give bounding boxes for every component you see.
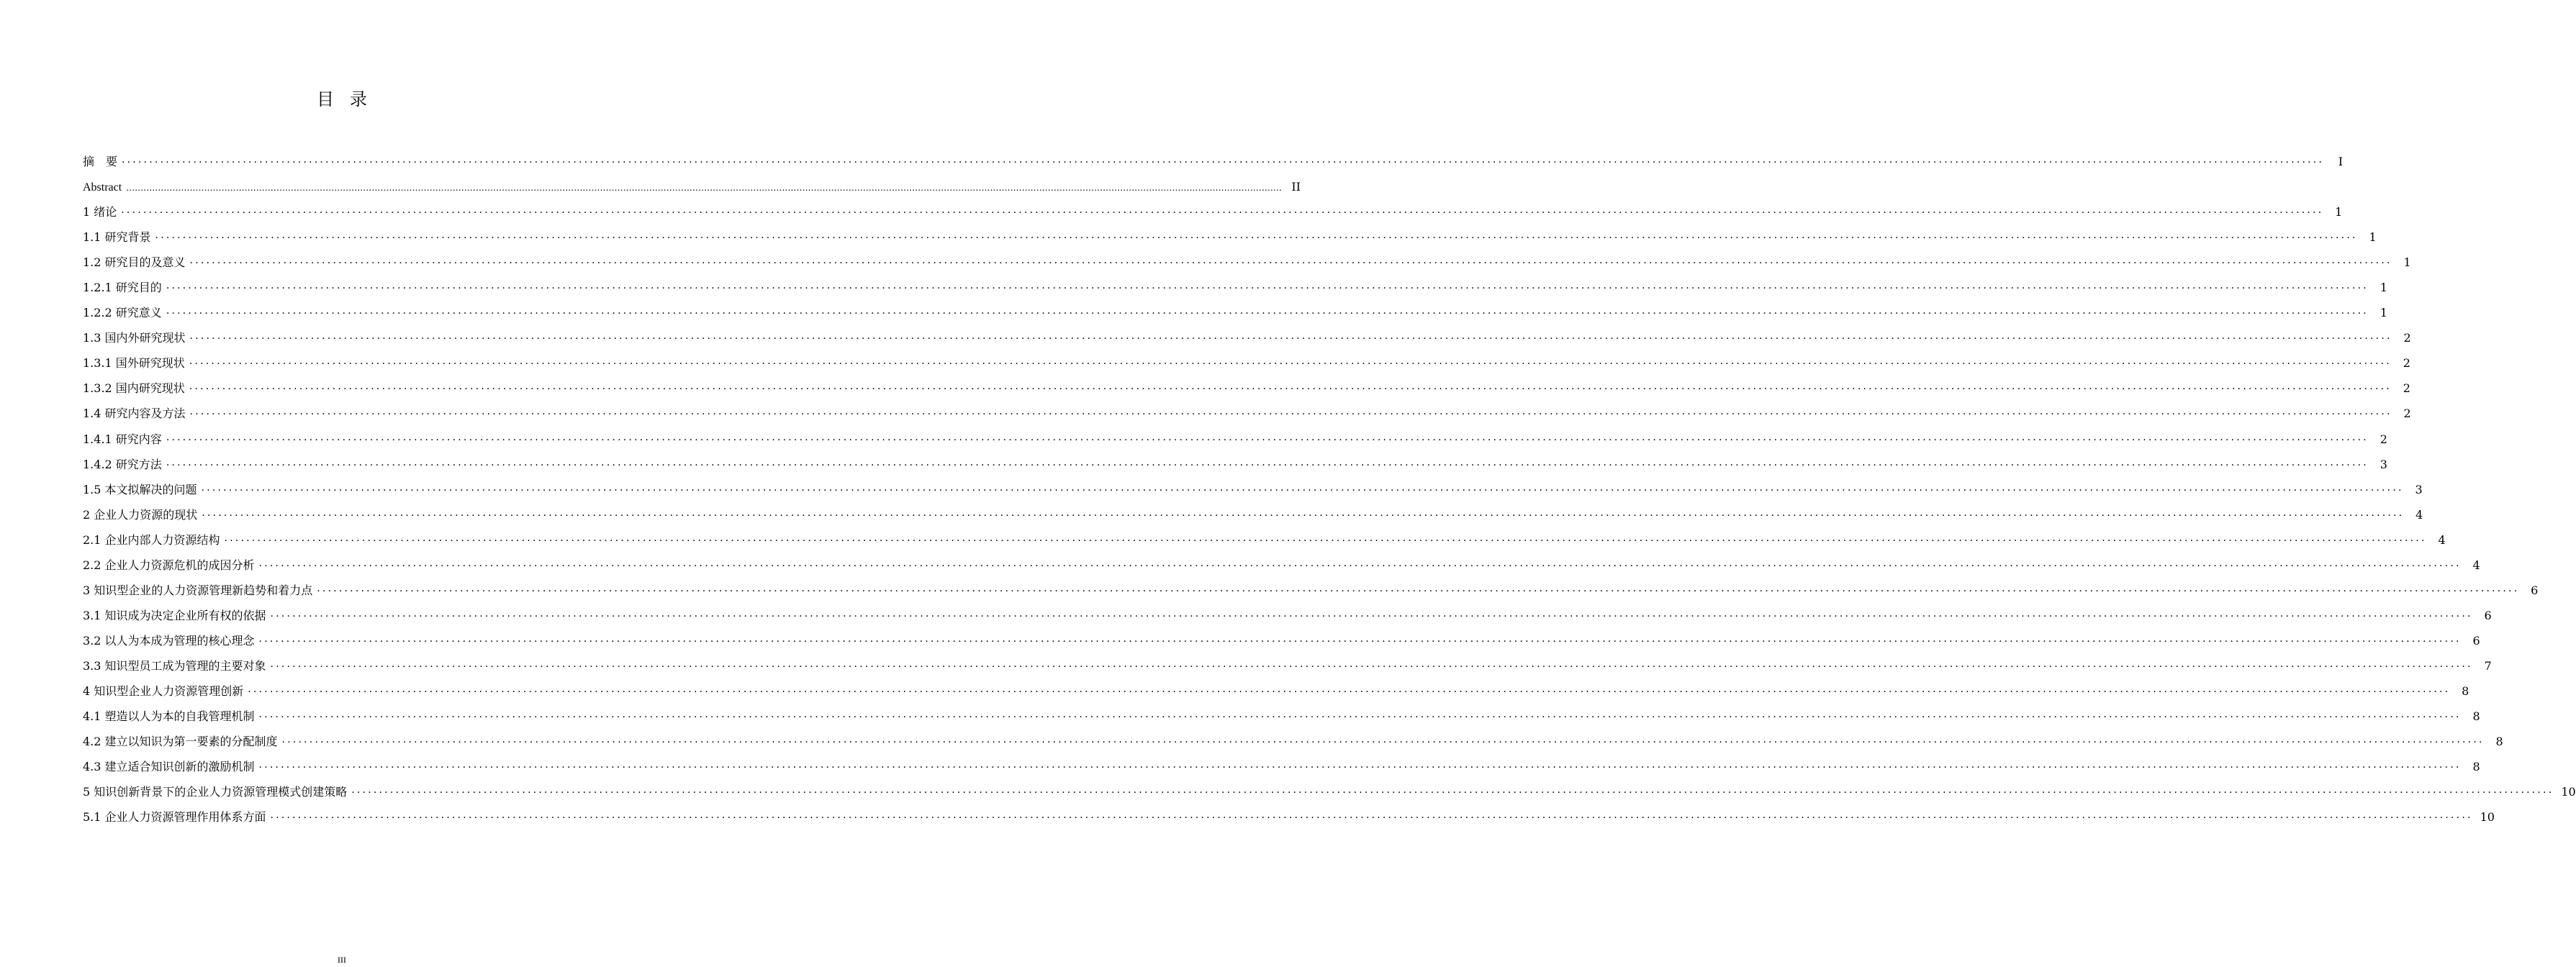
toc-dot-leader: ················································································································································································································································································································································································································ xyxy=(281,737,2485,749)
toc-entry-page: 4 xyxy=(2415,507,2423,522)
toc-entry-label: 1.1 研究背景 xyxy=(83,230,151,245)
toc-dot-leader: ················································································································································································································································································································································································································ xyxy=(155,232,2358,245)
toc-entry[interactable] xyxy=(83,553,2480,578)
toc-entry[interactable] xyxy=(83,401,2411,426)
toc-entry-label: 3.3 知识型员工成为管理的主要对象 xyxy=(83,658,266,673)
toc-entry[interactable] xyxy=(83,224,2377,250)
toc-entry-page: 3 xyxy=(2380,457,2387,471)
toc-dot-leader: ················································································································································································································································································································································································································ xyxy=(201,484,2404,496)
toc-entry-label: 1.3 国内外研究现状 xyxy=(83,331,186,345)
toc-entry-page: 2 xyxy=(2403,381,2410,396)
toc-entry[interactable] xyxy=(83,779,2576,804)
toc-entry-label: 4.2 建立以知识为第一要素的分配制度 xyxy=(83,735,278,749)
toc-dot-leader: ················································································································································································································································································································································································································ xyxy=(270,812,2473,825)
toc-entry-page: 1 xyxy=(2380,281,2387,295)
toc-entry-label: 5 知识创新背景下的企业人力资源管理模式创建策略 xyxy=(83,785,348,799)
toc-entry[interactable] xyxy=(83,300,2387,325)
toc-dot-leader: ················································································································································································································································································································································································································ xyxy=(189,409,2392,421)
toc-entry-page: 1 xyxy=(2403,255,2411,270)
toc-entry-label: 2.2 企业人力资源危机的成因分析 xyxy=(83,558,255,572)
toc-entry[interactable] xyxy=(83,275,2387,300)
toc-entry-page: 6 xyxy=(2484,608,2492,622)
toc-entry-label: 4 知识型企业人力资源管理创新 xyxy=(83,684,244,698)
toc-entry-page: 4 xyxy=(2438,532,2446,547)
toc-entry-label: 4.1 塑造以人为本的自我管理机制 xyxy=(83,709,255,724)
toc-entry-page: 4 xyxy=(2472,558,2480,572)
toc-dot-leader: ················································································································································································································································································································································································································ xyxy=(270,660,2473,673)
toc-entry[interactable] xyxy=(83,804,2495,830)
toc-dot-leader: ················································································································································································································································································································································································································ xyxy=(189,383,2392,396)
toc-dot-leader: ················································································································································································································································································································································································································ xyxy=(189,333,2392,345)
toc-entry-label: 3 知识型企业的人力资源管理新趋势和着力点 xyxy=(83,583,313,597)
toc-entry-label: 1.4.1 研究内容 xyxy=(83,432,162,446)
toc-entry-page: 10 xyxy=(2561,785,2576,799)
toc-entry[interactable] xyxy=(83,250,2411,275)
toc-entry-label: 1 绪论 xyxy=(83,205,117,219)
toc-entry[interactable] xyxy=(83,174,1301,199)
toc-dot-leader: ················································································································································································································································································································································································································ xyxy=(189,358,2392,371)
toc-dot-leader: ················································································································································································································································································································································································································ xyxy=(258,635,2462,648)
toc-dot-leader: ················································································································································································································································································································································································································ xyxy=(258,762,2462,774)
toc-dot-leader: ················································································································································································································································································································································································································ xyxy=(166,283,2369,295)
toc-entry-page: 2 xyxy=(2403,331,2411,345)
toc-dot-leader: ················································································································································································································································································································································································································ xyxy=(202,509,2405,522)
toc-dot-leader: ················································································································································································································································································································································································································ xyxy=(166,459,2369,471)
toc-entry-page: 8 xyxy=(2472,760,2480,774)
toc-entry[interactable] xyxy=(83,199,2343,224)
toc-dot-leader: ················································································································································································································································································································································································································ xyxy=(270,610,2473,622)
table-of-contents xyxy=(83,149,2576,830)
toc-dot-leader: ················································································································································································································································································································································································································ xyxy=(317,585,2520,597)
toc-entry[interactable] xyxy=(83,427,2387,452)
toc-entry-label: 4.3 建立适合知识创新的激励机制 xyxy=(83,760,255,774)
toc-entry-page: 1 xyxy=(2335,205,2343,219)
toc-dot-leader: ················································································································································································································································································································································································································ xyxy=(122,157,2325,168)
toc-entry-label: 1.5 本文拟解决的问题 xyxy=(83,482,197,496)
toc-entry[interactable] xyxy=(83,477,2423,502)
toc-entry[interactable] xyxy=(83,578,2539,603)
toc-entry[interactable] xyxy=(83,628,2480,653)
toc-dot-leader: ................................................................................................................................................................................................................................................................................................................................................................................................................ xyxy=(126,183,1282,194)
toc-entry[interactable] xyxy=(83,350,2410,376)
toc-entry-label: 5.1 企业人力资源管理作用体系方面 xyxy=(83,810,266,825)
toc-entry-label: 摘 要 xyxy=(83,155,118,168)
toc-dot-leader: ················································································································································································································································································································································································································ xyxy=(166,308,2369,320)
toc-dot-leader: ················································································································································································································································································································································································································ xyxy=(248,686,2451,698)
toc-entry[interactable] xyxy=(83,325,2411,350)
toc-entry-page: I xyxy=(2338,155,2344,168)
toc-entry-label: 2 企业人力资源的现状 xyxy=(83,507,198,522)
toc-entry[interactable] xyxy=(83,452,2387,477)
toc-entry-label: 1.4.2 研究方法 xyxy=(83,457,162,471)
toc-entry-label: 1.4 研究内容及方法 xyxy=(83,407,186,421)
toc-entry[interactable] xyxy=(83,653,2492,678)
toc-entry-label: 2.1 企业内部人力资源结构 xyxy=(83,532,220,547)
toc-entry-page: 3 xyxy=(2415,482,2423,496)
page-number: III xyxy=(338,955,346,965)
toc-entry[interactable] xyxy=(83,376,2410,401)
toc-entry[interactable] xyxy=(83,729,2503,754)
page-title: 目录 xyxy=(317,89,383,109)
toc-entry-label: 3.2 以人为本成为管理的核心理念 xyxy=(83,633,255,648)
toc-entry[interactable] xyxy=(83,149,2344,174)
toc-dot-leader: ················································································································································································································································································································································································································ xyxy=(351,787,2554,799)
toc-entry[interactable] xyxy=(83,704,2480,729)
toc-entry-page: 1 xyxy=(2369,230,2377,245)
toc-dot-leader: ················································································································································································································································································································································································································ xyxy=(189,258,2392,270)
toc-entry-page: 8 xyxy=(2495,735,2503,749)
toc-entry-page: 6 xyxy=(2472,633,2480,648)
toc-entry-label: 3.1 知识成为决定企业所有权的依据 xyxy=(83,608,266,622)
toc-entry-label: 1.3.1 国外研究现状 xyxy=(83,356,185,371)
toc-entry-page: 7 xyxy=(2484,658,2492,673)
toc-entry-page: II xyxy=(1291,180,1301,194)
toc-entry-label: 1.2.2 研究意义 xyxy=(83,306,162,320)
toc-dot-leader: ················································································································································································································································································································································································································ xyxy=(258,712,2462,724)
toc-entry-label: Abstract xyxy=(83,181,122,194)
toc-entry-label: 1.3.2 国内研究现状 xyxy=(83,381,185,396)
toc-entry-page: 1 xyxy=(2380,306,2387,320)
toc-dot-leader: ················································································································································································································································································································································································································ xyxy=(258,560,2462,572)
toc-entry-page: 2 xyxy=(2403,407,2411,421)
toc-entry-page: 2 xyxy=(2403,356,2410,371)
toc-entry[interactable] xyxy=(83,603,2492,628)
toc-entry[interactable] xyxy=(83,754,2480,779)
toc-entry[interactable] xyxy=(83,678,2469,704)
toc-entry-label: 1.2.1 研究目的 xyxy=(83,281,162,295)
toc-entry[interactable] xyxy=(83,502,2423,527)
toc-entry-page: 2 xyxy=(2380,432,2387,446)
toc-entry-label: 1.2 研究目的及意义 xyxy=(83,255,186,270)
toc-entry-page: 8 xyxy=(2472,709,2480,724)
toc-dot-leader: ················································································································································································································································································································································································································ xyxy=(166,434,2369,446)
toc-entry[interactable] xyxy=(83,527,2446,553)
toc-entry-page: 8 xyxy=(2462,684,2469,698)
toc-entry-page: 10 xyxy=(2480,810,2495,825)
toc-dot-leader: ················································································································································································································································································································································································································ xyxy=(224,535,2427,547)
toc-dot-leader: ················································································································································································································································································································································································································ xyxy=(121,207,2324,219)
toc-entry-page: 6 xyxy=(2531,583,2539,597)
